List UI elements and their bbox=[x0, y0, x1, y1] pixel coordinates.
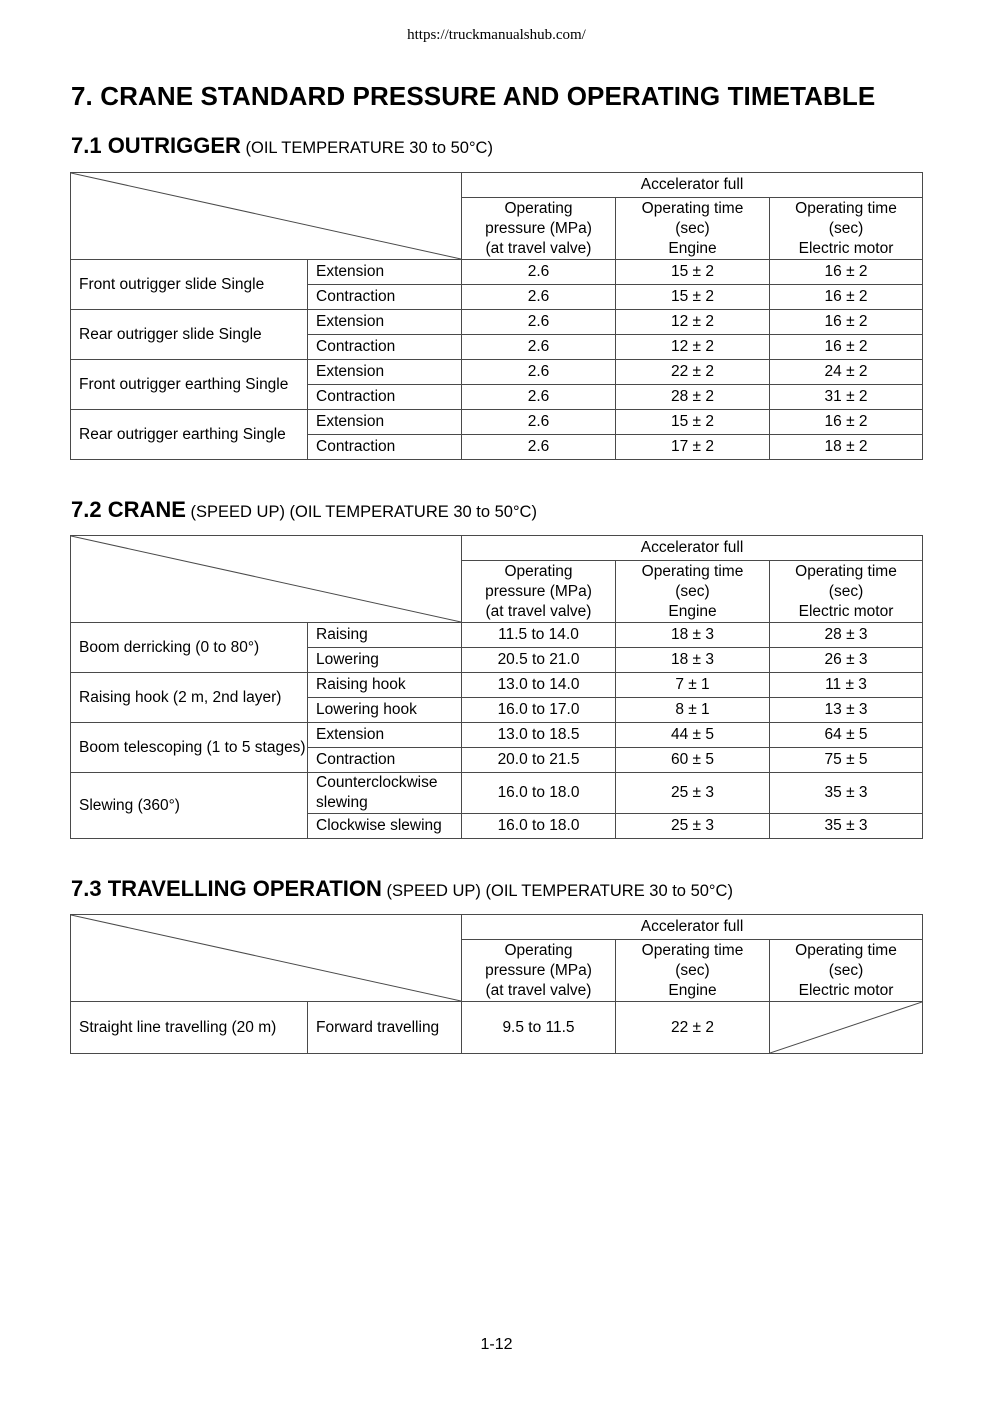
table-row bbox=[71, 673, 923, 698]
diagonal-corner-cell bbox=[71, 915, 462, 1002]
pressure-cell: 13.0 to 14.0 bbox=[462, 673, 616, 698]
table-header-row bbox=[71, 173, 923, 198]
outrigger-title-rest: (OIL TEMPERATURE 30 to 50°C) bbox=[240, 139, 493, 157]
operation-cell: Contraction bbox=[308, 385, 462, 410]
engine-time-cell: 8 ± 1 bbox=[616, 698, 770, 723]
travelling-table bbox=[70, 914, 923, 1054]
header-line: Operating time bbox=[641, 562, 744, 580]
header-line: Operating time bbox=[795, 941, 897, 959]
engine-time-cell: 15 ± 2 bbox=[616, 260, 770, 285]
table-header-row bbox=[71, 915, 923, 940]
header-line: Operating time bbox=[795, 562, 897, 580]
operation-cell: Contraction bbox=[308, 435, 462, 460]
outrigger-section-title bbox=[71, 133, 493, 159]
table-row bbox=[71, 773, 923, 814]
pressure-cell: 2.6 bbox=[462, 385, 616, 410]
motor-time-cell: 16 ± 2 bbox=[770, 260, 923, 285]
header-line: (sec) bbox=[675, 219, 710, 237]
operation-cell: Contraction bbox=[308, 748, 462, 773]
header-line: (sec) bbox=[828, 219, 864, 237]
pressure-cell: 20.0 to 21.5 bbox=[462, 748, 616, 773]
motor-time-cell: 13 ± 3 bbox=[770, 698, 923, 723]
motor-time-cell: 18 ± 2 bbox=[770, 435, 923, 460]
pressure-header bbox=[462, 940, 616, 1002]
motor-time-header bbox=[770, 561, 923, 623]
header-line: (sec) bbox=[675, 961, 710, 979]
operation-cell: Lowering hook bbox=[308, 698, 462, 723]
engine-time-cell: 17 ± 2 bbox=[616, 435, 770, 460]
operation-cell: Raising hook bbox=[308, 673, 462, 698]
page-number: 1-12 bbox=[480, 1336, 513, 1353]
header-line: (at travel valve) bbox=[485, 981, 592, 999]
header-line: (sec) bbox=[828, 961, 864, 979]
header-line: Operating time bbox=[795, 199, 897, 217]
pressure-cell: 2.6 bbox=[462, 435, 616, 460]
engine-time-cell: 22 ± 2 bbox=[616, 360, 770, 385]
item-cell: Boom derricking (0 to 80°) bbox=[71, 623, 308, 673]
operation-cell: Lowering bbox=[308, 648, 462, 673]
motor-time-cell: 35 ± 3 bbox=[770, 773, 923, 814]
item-cell: Boom telescoping (1 to 5 stages) bbox=[71, 723, 308, 773]
table-row bbox=[71, 410, 923, 435]
pressure-cell: 2.6 bbox=[462, 360, 616, 385]
operation-cell: Extension bbox=[308, 310, 462, 335]
crane-table bbox=[70, 535, 923, 839]
table-row bbox=[71, 360, 923, 385]
header-line: Operating bbox=[504, 941, 573, 959]
engine-time-cell: 60 ± 5 bbox=[616, 748, 770, 773]
engine-time-cell: 7 ± 1 bbox=[616, 673, 770, 698]
header-line: pressure (MPa) bbox=[485, 961, 592, 979]
not-applicable-diagonal-cell bbox=[770, 1002, 923, 1054]
engine-time-cell: 12 ± 2 bbox=[616, 310, 770, 335]
operation-cell: Contraction bbox=[308, 335, 462, 360]
crane-title-rest: (SPEED UP) (OIL TEMPERATURE 30 to 50°C) bbox=[185, 503, 537, 521]
table-row bbox=[71, 623, 923, 648]
motor-time-header bbox=[770, 198, 923, 260]
motor-time-cell: 75 ± 5 bbox=[770, 748, 923, 773]
motor-time-cell: 16 ± 2 bbox=[770, 310, 923, 335]
engine-time-cell: 25 ± 3 bbox=[616, 814, 770, 839]
operation-cell: Forward travelling bbox=[308, 1002, 462, 1054]
table-header-row bbox=[71, 536, 923, 561]
table-row bbox=[71, 310, 923, 335]
source-url: https://truckmanualshub.com/ bbox=[407, 27, 586, 43]
operation-cell: Extension bbox=[308, 260, 462, 285]
operation-cell: Extension bbox=[308, 410, 462, 435]
pressure-cell: 9.5 to 11.5 bbox=[462, 1002, 616, 1054]
item-cell: Rear outrigger earthing Single bbox=[71, 410, 308, 460]
outrigger-table bbox=[70, 172, 923, 460]
pressure-header bbox=[462, 561, 616, 623]
motor-time-cell: 16 ± 2 bbox=[770, 410, 923, 435]
motor-time-cell: 16 ± 2 bbox=[770, 285, 923, 310]
motor-time-cell: 28 ± 3 bbox=[770, 623, 923, 648]
operation-cell: Extension bbox=[308, 360, 462, 385]
pressure-cell: 16.0 to 17.0 bbox=[462, 698, 616, 723]
diagonal-corner-cell bbox=[71, 173, 462, 260]
diagonal-corner-cell bbox=[71, 536, 462, 623]
pressure-cell: 2.6 bbox=[462, 310, 616, 335]
pressure-cell: 2.6 bbox=[462, 410, 616, 435]
engine-time-cell: 12 ± 2 bbox=[616, 335, 770, 360]
motor-time-cell: 64 ± 5 bbox=[770, 723, 923, 748]
operation-cell: Contraction bbox=[308, 285, 462, 310]
pressure-cell: 16.0 to 18.0 bbox=[462, 814, 616, 839]
pressure-cell: 13.0 to 18.5 bbox=[462, 723, 616, 748]
item-cell: Rear outrigger slide Single bbox=[71, 310, 308, 360]
motor-time-cell: 26 ± 3 bbox=[770, 648, 923, 673]
engine-time-cell: 18 ± 3 bbox=[616, 648, 770, 673]
header-line: Operating bbox=[504, 562, 573, 580]
accelerator-full-header: Accelerator full bbox=[462, 915, 923, 940]
header-line: Operating bbox=[504, 199, 573, 217]
header-line: pressure (MPa) bbox=[485, 582, 592, 600]
item-cell: Front outrigger slide Single bbox=[71, 260, 308, 310]
engine-time-cell: 25 ± 3 bbox=[616, 773, 770, 814]
pressure-cell: 2.6 bbox=[462, 335, 616, 360]
header-line: Engine bbox=[668, 602, 717, 620]
engine-time-cell: 44 ± 5 bbox=[616, 723, 770, 748]
header-line: (at travel valve) bbox=[485, 602, 592, 620]
pressure-cell: 16.0 to 18.0 bbox=[462, 773, 616, 814]
item-cell: Straight line travelling (20 m) bbox=[71, 1002, 308, 1054]
outrigger-title-bold: 7.1 OUTRIGGER bbox=[71, 133, 241, 158]
item-cell: Slewing (360°) bbox=[71, 773, 308, 839]
header-line: (at travel valve) bbox=[485, 239, 592, 257]
travelling-section-title bbox=[71, 876, 733, 902]
pressure-cell: 2.6 bbox=[462, 285, 616, 310]
header-line: Engine bbox=[668, 239, 717, 257]
pressure-cell: 2.6 bbox=[462, 260, 616, 285]
engine-time-cell: 28 ± 2 bbox=[616, 385, 770, 410]
engine-time-cell: 22 ± 2 bbox=[616, 1002, 770, 1054]
engine-time-header bbox=[616, 940, 770, 1002]
motor-time-cell: 24 ± 2 bbox=[770, 360, 923, 385]
engine-time-header bbox=[616, 561, 770, 623]
table-row bbox=[71, 1002, 923, 1054]
header-line: Electric motor bbox=[798, 602, 894, 620]
pressure-header bbox=[462, 198, 616, 260]
header-line: pressure (MPa) bbox=[485, 219, 592, 237]
crane-section-title bbox=[71, 497, 537, 523]
header-line: (sec) bbox=[828, 582, 864, 600]
header-line: Electric motor bbox=[798, 239, 894, 257]
motor-time-cell: 35 ± 3 bbox=[770, 814, 923, 839]
item-cell: Front outrigger earthing Single bbox=[71, 360, 308, 410]
operation-cell: Clockwise slewing bbox=[308, 814, 462, 839]
operation-cell: Raising bbox=[308, 623, 462, 648]
motor-time-cell: 11 ± 3 bbox=[770, 673, 923, 698]
engine-time-header bbox=[616, 198, 770, 260]
motor-time-cell: 16 ± 2 bbox=[770, 335, 923, 360]
engine-time-cell: 18 ± 3 bbox=[616, 623, 770, 648]
header-line: Operating time bbox=[641, 941, 744, 959]
operation-cell: Extension bbox=[308, 723, 462, 748]
operation-cell: Counterclockwise slewing bbox=[308, 773, 462, 814]
engine-time-cell: 15 ± 2 bbox=[616, 410, 770, 435]
motor-time-header bbox=[770, 940, 923, 1002]
motor-time-cell: 31 ± 2 bbox=[770, 385, 923, 410]
engine-time-cell: 15 ± 2 bbox=[616, 285, 770, 310]
table-row bbox=[71, 260, 923, 285]
table-row bbox=[71, 723, 923, 748]
header-line: Engine bbox=[668, 981, 717, 999]
header-line: Operating time bbox=[641, 199, 744, 217]
travelling-title-bold: 7.3 TRAVELLING OPERATION bbox=[71, 876, 382, 901]
item-cell: Raising hook (2 m, 2nd layer) bbox=[71, 673, 308, 723]
header-line: Electric motor bbox=[798, 981, 894, 999]
pressure-cell: 20.5 to 21.0 bbox=[462, 648, 616, 673]
pressure-cell: 11.5 to 14.0 bbox=[462, 623, 616, 648]
travelling-title-rest: (SPEED UP) (OIL TEMPERATURE 30 to 50°C) bbox=[381, 882, 733, 900]
accelerator-full-header: Accelerator full bbox=[462, 173, 923, 198]
crane-title-bold: 7.2 CRANE bbox=[71, 497, 186, 522]
header-line: (sec) bbox=[675, 582, 710, 600]
page-title: 7. CRANE STANDARD PRESSURE AND OPERATING TIMETABLE bbox=[71, 81, 876, 111]
accelerator-full-header: Accelerator full bbox=[462, 536, 923, 561]
